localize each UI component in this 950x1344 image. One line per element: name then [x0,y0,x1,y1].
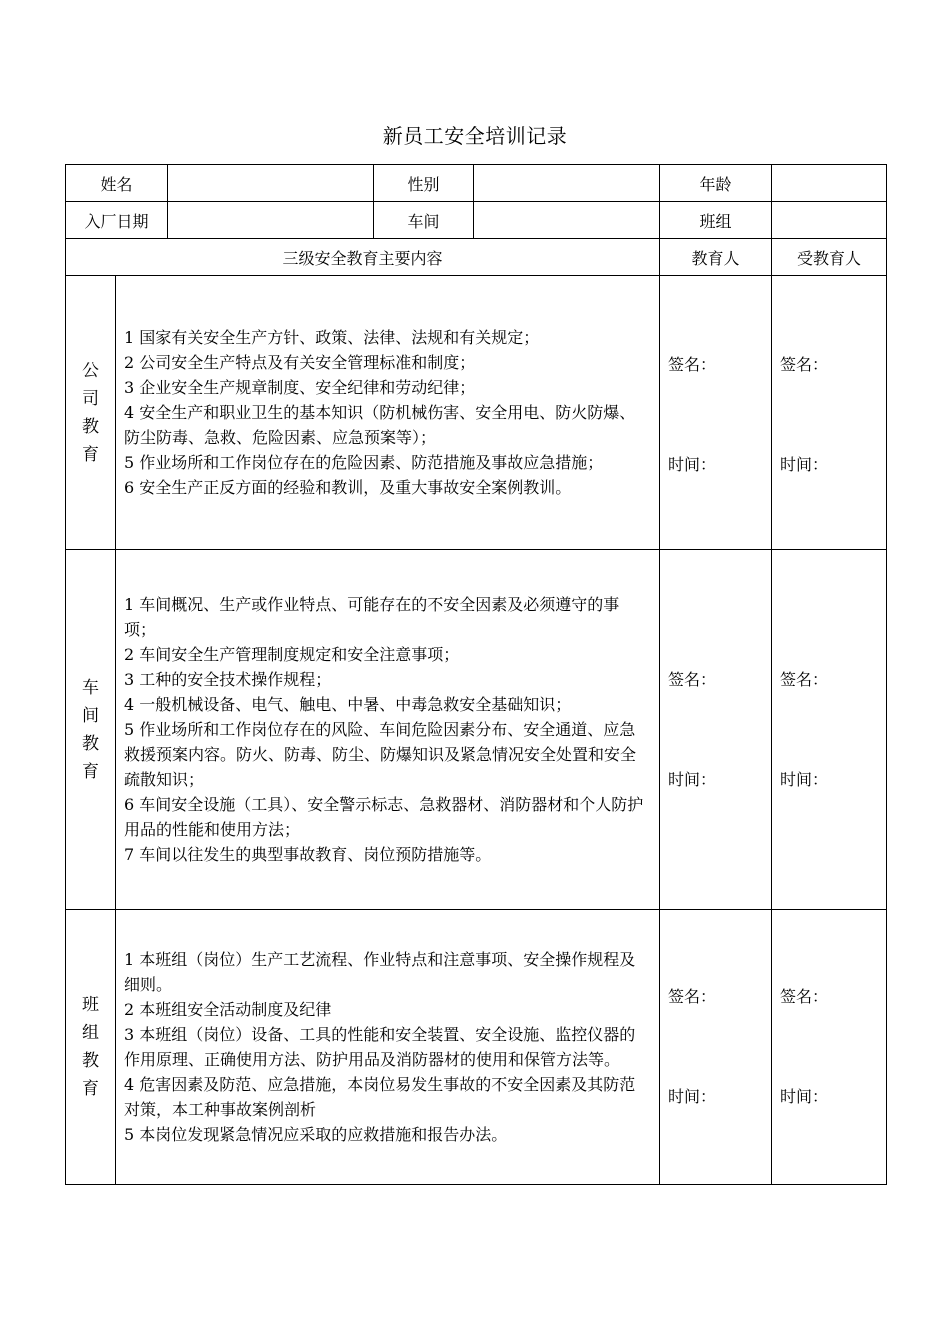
list-item: 1 国家有关安全生产方针、政策、法律、法规和有关规定； [124,328,540,347]
workshop-value-cell[interactable] [474,202,660,239]
section-row-company [66,276,887,550]
gender-value-cell[interactable] [474,165,660,202]
workshop-label: 车间 [374,202,474,239]
section-content-workshop [116,550,660,910]
team-label: 班组 [660,202,772,239]
trainee-column-header: 受教育人 [772,239,887,276]
list-item: 5 本岗位发现紧急情况应采取的应救措施和报告办法。 [124,1125,508,1144]
sign-label: 签名： [668,987,717,1006]
list-item: 2 本班组安全活动制度及纪律 [124,1000,332,1019]
sign-label: 签名： [668,355,717,374]
name-value-cell[interactable] [168,165,374,202]
list-item: 1 本班组（岗位）生产工艺流程、作业特点和注意事项、安全操作规程及细则。 [124,950,636,994]
educator-sign-cell-workshop[interactable] [660,550,772,910]
educator-sign-cell-team[interactable] [660,910,772,1185]
section-content-company [116,276,660,550]
age-label: 年龄 [660,165,772,202]
sign-label: 签名： [780,670,829,689]
time-label: 时间： [668,455,717,474]
name-label: 姓名 [66,165,168,202]
list-item: 4 一般机械设备、电气、触电、中暑、中毒急救安全基础知识； [124,695,572,714]
trainee-sign-cell-team[interactable] [772,910,887,1185]
time-label: 时间： [780,1087,829,1106]
list-item: 4 安全生产和职业卫生的基本知识（防机械伤害、安全用电、防火防爆、防尘防毒、急救、危险因素、应急预案等）； [124,403,636,447]
list-item: 2 公司安全生产特点及有关安全管理标准和制度； [124,353,476,372]
list-item: 5 作业场所和工作岗位存在的风险、车间危险因素分布、安全通道、应急救援预案内容。防火、防毒、防尘、防爆知识及紧急情况安全处置和安全疏散知识； [124,720,637,789]
educator-sign-cell-company[interactable] [660,276,772,550]
page-title: 新员工安全培训记录 [382,124,568,148]
educator-column-header: 教育人 [660,239,772,276]
column-header-row [66,239,887,276]
list-item: 7 车间以往发生的典型事故教育、岗位预防措施等。 [124,845,492,864]
sign-label: 签名： [780,355,829,374]
section-row-workshop [66,550,887,910]
info-row-2 [66,202,887,239]
gender-label: 性别 [374,165,474,202]
list-item: 3 工种的安全技术操作规程； [124,670,332,689]
time-label: 时间： [668,770,717,789]
training-record-table [65,164,887,1185]
list-item: 6 安全生产正反方面的经验和教训，及重大事故安全案例教训。 [124,478,572,497]
entry-date-label: 入厂日期 [66,202,168,239]
time-label: 时间： [780,455,829,474]
list-item: 3 本班组（岗位）设备、工具的性能和安全装置、安全设施、监控仪器的作用原理、正确使用方法、防护用品及消防器材的使用和保管方法等。 [124,1025,636,1069]
entry-date-value-cell[interactable] [168,202,374,239]
section-content-team [116,910,660,1185]
section-label-team: 班 组 教 育 [66,910,116,1185]
section-label-workshop: 车 间 教 育 [66,550,116,910]
list-item: 1 车间概况、生产或作业特点、可能存在的不安全因素及必须遵守的事项； [124,595,620,639]
info-row-1 [66,165,887,202]
sign-label: 签名： [780,987,829,1006]
team-value-cell[interactable] [772,202,887,239]
trainee-sign-cell-company[interactable] [772,276,887,550]
list-item: 2 车间安全生产管理制度规定和安全注意事项； [124,645,460,664]
list-item: 4 危害因素及防范、应急措施，本岗位易发生事故的不安全因素及其防范对策，本工种事故案例剖析 [124,1075,636,1119]
trainee-sign-cell-workshop[interactable] [772,550,887,910]
list-item: 6 车间安全设施（工具）、安全警示标志、急救器材、消防器材和个人防护用品的性能和使用方法； [124,795,644,839]
section-row-team [66,910,887,1185]
age-value-cell[interactable] [772,165,887,202]
content-column-header: 三级安全教育主要内容 [66,239,660,276]
sign-label: 签名： [668,670,717,689]
list-item: 5 作业场所和工作岗位存在的危险因素、防范措施及事故应急措施； [124,453,604,472]
section-label-company: 公 司 教 育 [66,276,116,550]
time-label: 时间： [668,1087,717,1106]
list-item: 3 企业安全生产规章制度、安全纪律和劳动纪律； [124,378,476,397]
time-label: 时间： [780,770,829,789]
